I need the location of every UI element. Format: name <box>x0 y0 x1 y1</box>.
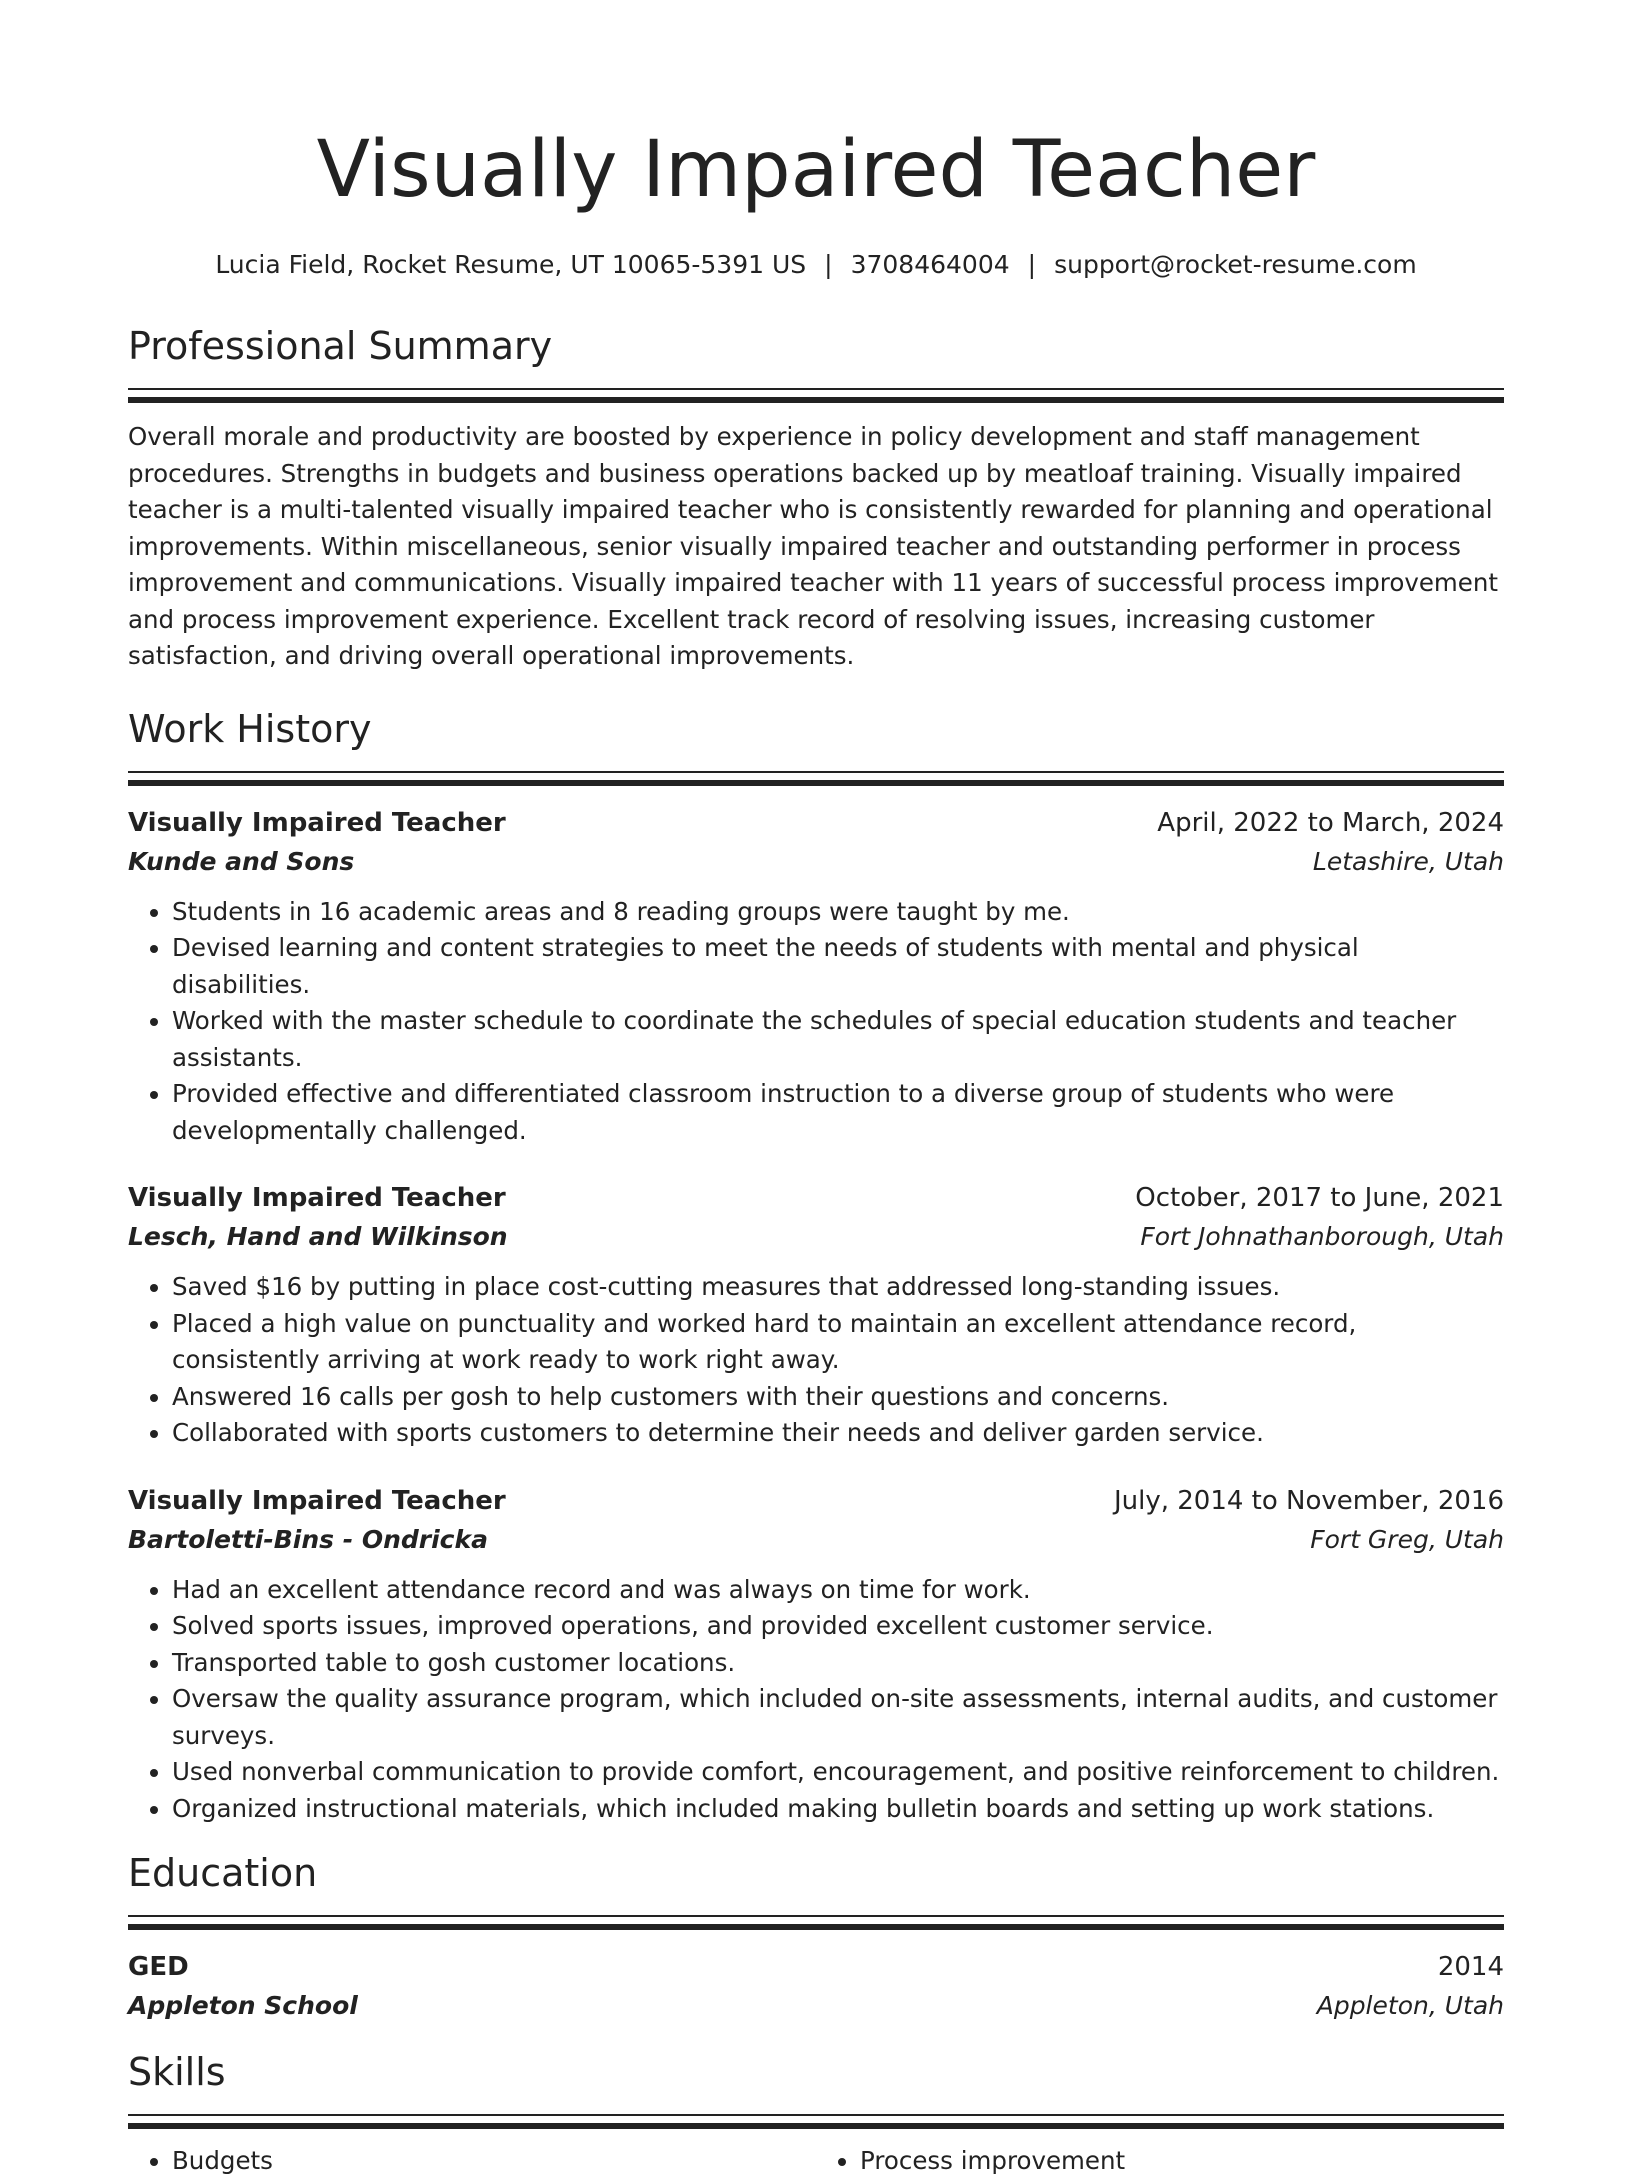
resume-title: Visually Impaired Teacher <box>316 125 1316 215</box>
list-item: • Devised learning and content strategies to meet the needs of students with mental and physical disabilities. <box>172 930 1504 1003</box>
section-divider <box>128 1915 1504 1930</box>
contact-line <box>128 248 1504 282</box>
list-item: • Transported table to gosh customer locations. <box>172 1645 1504 1682</box>
list-item: • Collaborated with sports customers to determine their needs and deliver garden service. <box>172 1415 1504 1452</box>
list-item: • Worked with the master schedule to coordinate the schedules of special education students and teacher assistants. <box>172 1003 1504 1076</box>
summary-section <box>128 322 1504 675</box>
contact-phone: 3708464004 <box>850 250 1010 279</box>
job-dates: October, 2017 to June, 2021 <box>1135 1183 1504 1213</box>
contact-separator: | <box>824 250 833 279</box>
job-dates: April, 2022 to March, 2024 <box>1157 807 1504 838</box>
list-item: • Had an excellent attendance record and was always on time for work. <box>172 1572 1504 1609</box>
education-entry <box>128 1948 1504 2026</box>
education-school: Appleton School <box>128 1991 358 2020</box>
section-divider <box>128 388 1504 403</box>
contact-separator: | <box>1027 250 1037 279</box>
skills-column <box>128 2143 816 2180</box>
skills-list <box>128 2143 1504 2180</box>
job-location: Fort Johnathanborough, Utah <box>1140 1222 1504 1251</box>
work-section <box>128 705 1504 1828</box>
education-section <box>128 1849 1504 2026</box>
job-company: Bartoletti-Bins - Ondricka <box>128 1524 488 1554</box>
job-title: Visually Impaired Teacher <box>128 807 506 838</box>
job-bullets <box>128 894 1504 1150</box>
job-location: Letashire, Utah <box>1312 846 1504 876</box>
section-heading: Skills <box>128 2050 226 2094</box>
skill-item: • Process improvement <box>860 2143 1504 2180</box>
list-item: • Answered 16 calls per gosh to help customers with their questions and concerns. <box>172 1379 1504 1416</box>
list-item: • Students in 16 academic areas and 8 reading groups were taught by me. <box>172 894 1504 931</box>
job-entry <box>128 1482 1504 1828</box>
list-item: • Saved $16 by putting in place cost-cutting measures that addressed long-standing issues. <box>172 1269 1504 1306</box>
job-entry <box>128 804 1504 1150</box>
section-heading: Professional Summary <box>128 324 553 368</box>
education-year: 2014 <box>1437 1952 1504 1982</box>
section-divider <box>128 2114 1504 2129</box>
job-location: Fort Greg, Utah <box>1310 1524 1504 1554</box>
list-item: • Solved sports issues, improved operations, and provided excellent customer service. <box>172 1608 1504 1645</box>
job-entry <box>128 1179 1504 1452</box>
education-degree: GED <box>128 1952 189 1982</box>
job-title: Visually Impaired Teacher <box>128 1183 506 1213</box>
job-company: Lesch, Hand and Wilkinson <box>128 1222 508 1251</box>
list-item: • Placed a high value on punctuality and worked hard to maintain an excellent attendance record, consistently arriving at work ready to work right away. <box>172 1306 1504 1379</box>
section-heading: Work History <box>128 706 372 751</box>
education-location: Appleton, Utah <box>1316 1991 1504 2020</box>
job-bullets <box>128 1572 1504 1828</box>
list-item: • Used nonverbal communication to provide comfort, encouragement, and positive reinforcement to children. <box>172 1754 1504 1791</box>
section-divider <box>128 771 1504 786</box>
job-dates: July, 2014 to November, 2016 <box>1113 1485 1504 1516</box>
contact-address: Lucia Field, Rocket Resume, UT 10065-5391 US <box>215 250 807 279</box>
skill-item: • Budgets <box>172 2143 816 2180</box>
summary-text: Overall morale and productivity are boosted by experience in policy development and staff management procedures. Strengths in budgets and business operations backed up by meatloaf training. Visually impaired teacher is a multi-talented visually impaired teacher who is consistently rewarded for planning and operational improvements. Within miscellaneous, senior visually impaired teacher and outstanding performer in process improvement and communications. Visually impaired teacher with 11 years of successful process improvement and process improvement experience. Excellent track record of resolving issues, increasing customer satisfaction, and driving overall operational improvements. <box>128 422 1498 670</box>
skills-column <box>816 2143 1504 2180</box>
job-company: Kunde and Sons <box>128 846 355 876</box>
job-bullets <box>128 1269 1504 1452</box>
list-item: • Oversaw the quality assurance program, which included on-site assessments, internal audits, and customer surveys. <box>172 1681 1504 1754</box>
skills-section <box>128 2048 1504 2180</box>
section-heading: Education <box>128 1851 318 1895</box>
job-title: Visually Impaired Teacher <box>128 1485 506 1516</box>
list-item: • Provided effective and differentiated classroom instruction to a diverse group of students who were developmentally challenged. <box>172 1076 1504 1149</box>
list-item: • Organized instructional materials, which included making bulletin boards and setting up work stations. <box>172 1791 1504 1828</box>
contact-email: support@rocket-resume.com <box>1054 250 1417 279</box>
